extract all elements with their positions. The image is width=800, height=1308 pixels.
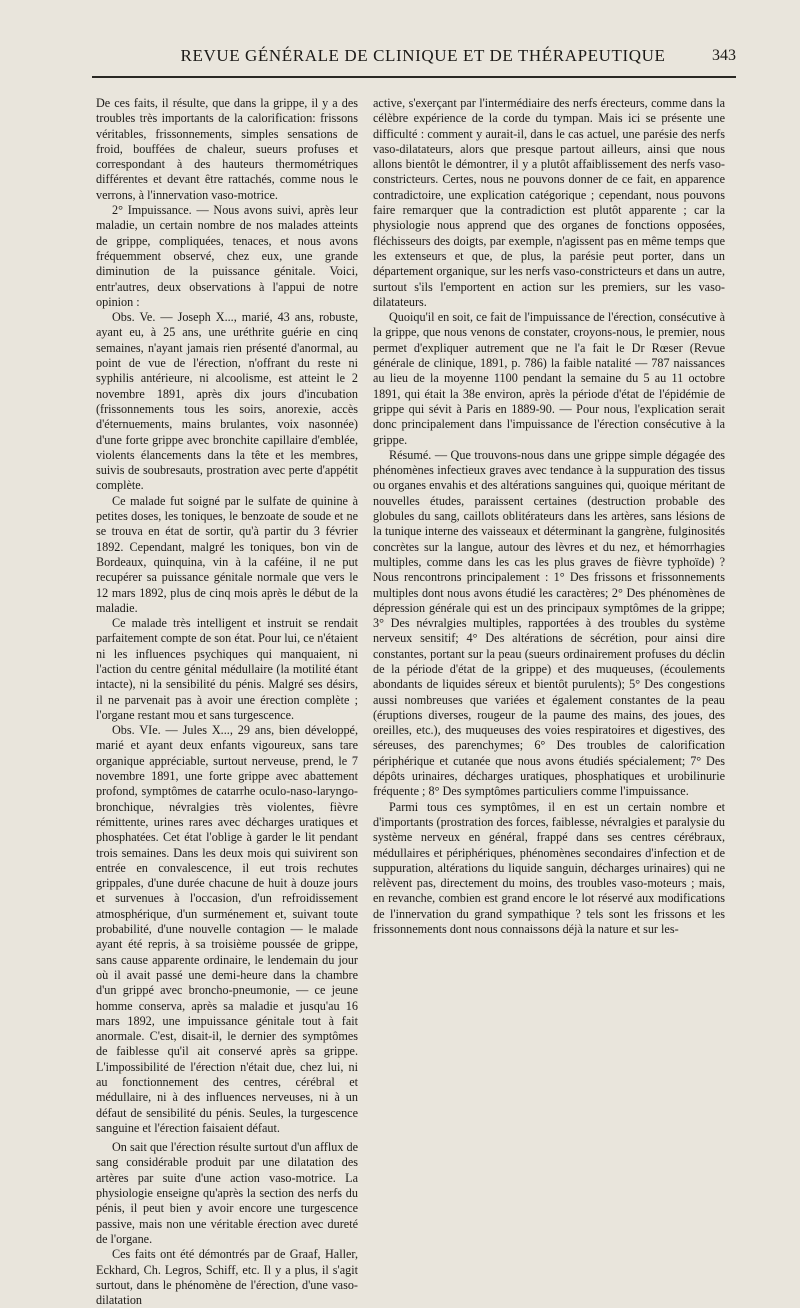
running-header (110, 44, 736, 74)
journal-title: REVUE GÉNÉRALE DE CLINIQUE ET DE THÉRAPEUTIQUE (180, 46, 666, 65)
page-number: 343 (712, 47, 736, 64)
paragraph: Obs. VIe. — Jules X..., 29 ans, bien développé, marié et ayant deux enfants vigoureux, sans tare organique appréciable, surtout nerveuse, prend, le 7 novembre 1891, une forte grippe avec abattement profond, symptômes de catarrhe oculo-naso-laryngo-bronchique, névralgies très violentes, fièvre rémittente, urines rares avec décharges uratiques et phosphatées. Cet état l'oblige à garder le lit pendant trois semaines. Dans les deux mois qui suivirent son entrée en convalescence, il eut trois rechutes grippales, d'une durée chacune de huit à douze jours et survenues à l'occasion, d'un refroidissement atmosphérique, d'un surménement et, suivant toute probabilité, d'une nouvelle contagion — le malade ayant été repris, à sa troisième poussée de grippe, sans cause apparente ordinaire, le lendemain du jour où il avait passé une demi-heure dans la chambre d'un grippé avec broncho-pneumonie, — ce jeune homme conserva, après sa maladie et jusqu'au 16 mars 1892, une impuissance génitale tout à fait anormale. C'est, disait-il, le dernier des symptômes de faiblesse qu'il ait conservé après sa grippe. L'impossibilité de l'érection n'était due, chez lui, ni au fonctionnement des centres, cérébral et médullaire, ni à des influences nerveuses, ni à un défaut de sensibilité du pénis. Seules, la turgescence sanguine et l'érection faisaient défaut. (96, 723, 358, 1135)
paragraph: Quoiqu'il en soit, ce fait de l'impuissance de l'érection, consécutive à la grippe, que nous venons de constater, croyons-nous, le premier, nous permet d'expliquer autrement que ne l'a fait le Dr Rœser (Revue générale de clinique, 1891, p. 786) la faible natalité — 787 naissances au lieu de la moyenne 1100 pendant la semaine du 5 au 11 octobre 1891, qui était la 38e environ, après la période d'état de l'épidémie de grippe qui sévit à Paris en 1889-90. — Pour nous, l'explication serait donc principalement dans l'impuissance de l'érection consécutive à la grippe. (373, 310, 725, 447)
paragraph: Parmi tous ces symptômes, il en est un certain nombre et d'importants (prostration des forces, faiblesse, névralgies et paralysie du système nerveux en général, frappé dans ses centres cérébraux, médullaires et périphériques, phénomènes secondaires d'infection et de suppuration, altérations du liquide sanguin, décharges urinaires) qui ne relèvent pas, directement du moins, des troubles vaso-moteurs ; mais, en revanche, combien est grand encore le lot réservé aux modifications de l'innervation du grand sympathique ? tels sont les frissons et les frissonnements dont nous connaissons déjà la nature et sur les- (373, 799, 725, 937)
paragraph: Ce malade très intelligent et instruit se rendait parfaitement compte de son état. Pour lui, ce n'étaient ni les influences psychiques qui manquaient, ni l'action du centre génital médullaire (la motilité étant intacte), ni la sensibilité du pénis. Malgré ses désirs, il ne parvenait pas à avoir une érection complète ; l'organe restant mou et sans turgescence. (96, 616, 358, 722)
paragraph: Ces faits ont été démontrés par de Graaf, Haller, Eckhard, Ch. Legros, Schiff, etc. Il y a plus, il s'agit surtout, dans le phénomène de l'érection, d'une vaso-dilatation (96, 1247, 358, 1308)
paragraph: On sait que l'érection résulte surtout d'un afflux de sang considérable produit par une dilatation des artères par suite d'une action vaso-motrice. La physiologie enseigne qu'après la section des nerfs du pénis, il peut bien y avoir encore une turgescence passive, mais non une véritable érection avec dureté de l'organe. (96, 1140, 358, 1246)
right-column (373, 96, 725, 1046)
paragraph: active, s'exerçant par l'intermédiaire des nerfs érecteurs, comme dans la célèbre expérience de la corde du tympan. Mais ici se présente une difficulté : comment y aurait-il, dans le cas actuel, une parésie des nerfs vaso-dilatateurs, alors que presque partout ailleurs, ainsi que nous allons bientôt le démontrer, il y a plutôt affaiblissement des nerfs vaso-constricteurs. Certes, nous ne pouvons donner de ce fait, en apparence contradictoire, une explication catégorique ; cependant, nous pouvons faire remarquer que la contradiction est plutôt apparente ; car la physiologie nous apprend que des organes de fonctions opposées, fléchisseurs des doigts, par exemple, n'agissent pas en même temps que les extenseurs et que, de plus, la parésie peut porter, dans un département organique, sur les nerfs vaso-constricteurs et dans un autre, surtout s'ils l'emportent en action sur les premiers, sur les vaso-dilatateurs. (373, 96, 725, 309)
paragraph: Ce malade fut soigné par le sulfate de quinine à petites doses, les toniques, le benzoate de soude et ne se trouva en état de sortir, qu'à partir du 3 février 1892. Cependant, malgré les toniques, bon vin de Bordeaux, quinquina, vin à la caféine, il ne put recupérer sa puissance génitale normale que vers le 12 mars 1892, plus de cinq mois après le début de la maladie. (96, 493, 358, 615)
paragraph: Obs. Ve. — Joseph X..., marié, 43 ans, robuste, ayant eu, à 25 ans, une uréthrite guérie en cinq semaines, n'ayant jamais rien présenté d'anormal, au point de vue de l'érection, n'offrant du reste ni syphilis antérieure, ni alcoolisme, est atteint le 2 novembre 1891, après dix jours d'incubation (frissonnements tous les soirs, anorexie, accès d'éternuements, mains brulantes, voix nasonnée) d'une forte grippe avec bronchite capillaire d'emblée, violents élancements dans la tête et les membres, suivis de soubresauts, prostration avec perte d'appétit complète. (96, 310, 358, 493)
header-rule (92, 76, 736, 78)
left-column (96, 96, 358, 1308)
paragraph: De ces faits, il résulte, que dans la grippe, il y a des troubles très importants de la calorification: frissons véritables, frissonnements, simples sensations de froid, bouffées de chaleur, sueurs profuses et correspondant à des hauteurs thermométriques différentes et devant être rattachés, comme nous le verrons, à l'innervation vaso-motrice. (96, 96, 358, 202)
paragraph: Résumé. — Que trouvons-nous dans une grippe simple dégagée des phénomènes infectieux graves avec tendance à la suppuration des tissus ou organes envahis et des altérations sanguines qui, quoique méritant de nouvelles études, paraissent certaines (destruction probable des globules du sang, caillots oblitérateurs dans les artères, sans lésions de la tunique interne des vaisseaux et déterminant la gangrène, fulginosités concrètes sur la langue, autour des lèvres et du nez, et hémorrhagies multiples, comme dans les cas les plus graves de fièvre typhoïde) ? Nous rencontrons principalement : 1° Des frissons et frissonnements multiples dont nous avons étudié les caractères; 2° Des phénomènes de dépression générale qui est un des principaux symptômes de la grippe; 3° Des névralgies multiples, rapportées à des troubles du système nerveux sensitif; 4° Des altérations de sécrétion, pour ainsi dire constantes, portant sur la peau (sueurs ordinairement profuses du déclin de la période d'état de la grippe) et des muqueuses, (écoulements abondants de liquides séreux et bientôt purulents); 5° Des congestions aussi nombreuses que variées et également constantes de la peau (éruptions diverses, rougeur de la paume des mains, des joues, des oreilles, etc.), des muqueuses des voies respiratoires et digestives, des séreuses, des parenchymes; 6° Des troubles de calorification périphérique et cutanée que nous avons étudiés spécialement; 7° Des dépôts urinaires, décharges uratiques, phosphatiques et urobilinurie fréquente ; 8° Des symptômes particuliers comme l'impuissance. (373, 447, 725, 799)
paragraph: 2° Impuissance. — Nous avons suivi, après leur maladie, un certain nombre de nos malades atteints de grippe, compliquées, tenaces, et nous avons fréquemment observé, chez eux, une grande diminution de la puissance génitale. Voici, entr'autres, deux observations à l'appui de notre opinion : (96, 203, 358, 309)
